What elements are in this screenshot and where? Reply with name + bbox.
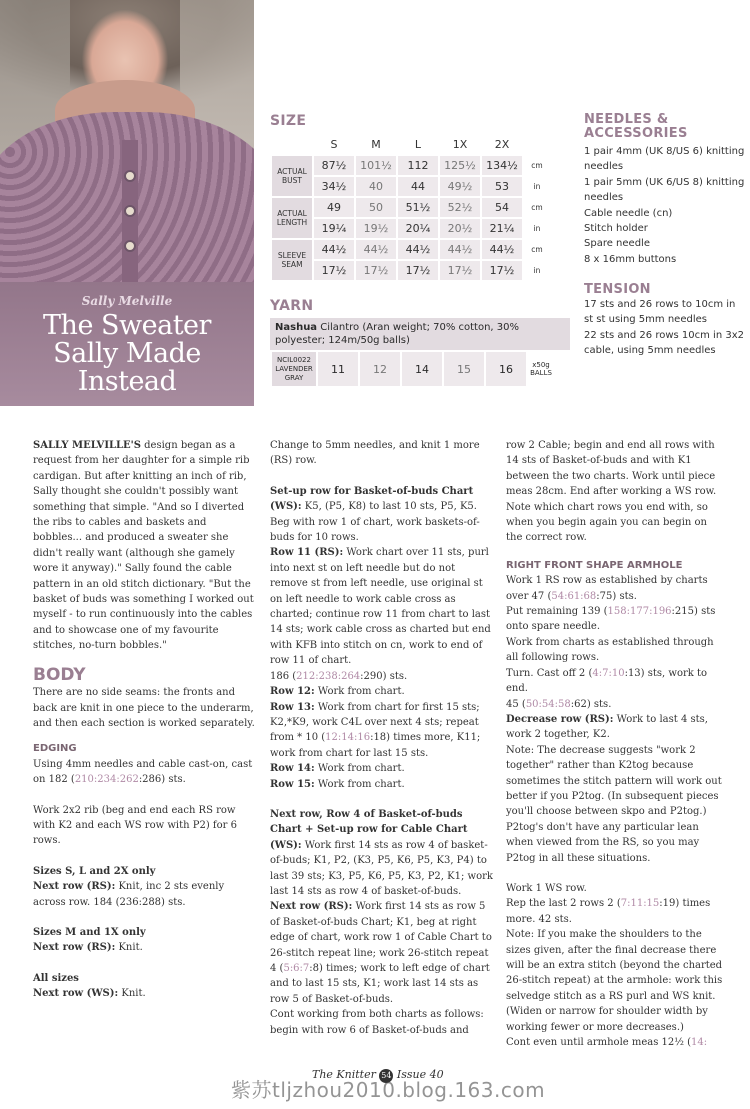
text-run: Using 4mm needles and cable cast-on, cast on 182 ( — [33, 758, 253, 786]
table-cell: 20½ — [440, 219, 480, 238]
needles-list — [584, 144, 746, 267]
highlight-run: 4:7:10 — [592, 667, 625, 679]
row-label: Row 15: — [270, 778, 315, 790]
table-row — [272, 240, 550, 259]
note: Note: The decrease suggests "work 2 together" rather than K2tog because sometimes the stitch pattern will work out better if you P2tog. (In subsequent pieces you'll choose between skpo and P2tog.) P2tog's don't have any particular lean when viewed from the RS, so you may P2tog in all these situations. — [506, 744, 722, 864]
text-run: Knit. — [118, 988, 146, 1000]
body-heading: BODY — [33, 664, 86, 685]
needles-block — [584, 113, 746, 267]
text-run: K5, (P5, K8) to last 10 sts, P5, K5. Beg with row 1 of chart, work baskets-of-buds for 10 rows. — [270, 501, 480, 544]
title-line: Sally Made — [53, 338, 201, 369]
tension-block — [584, 283, 746, 359]
armhole-heading: RIGHT FRONT SHAPE ARMHOLE — [506, 559, 683, 571]
unit-label: in — [533, 182, 541, 191]
instruction — [506, 604, 726, 635]
yarn-heading: YARN — [270, 298, 314, 314]
size-col: L — [414, 138, 422, 151]
list-item: 22 sts and 26 rows 10cm in 3x2 cable, using 5mm needles — [584, 329, 744, 357]
table-cell: 44 — [398, 177, 438, 196]
table-cell: 49½ — [440, 177, 480, 196]
text-run: :62) sts. — [570, 698, 612, 710]
row-label: Next row (RS): — [33, 881, 116, 893]
size-heading: SIZE — [270, 113, 307, 129]
instruction — [270, 807, 494, 899]
size-col: S — [330, 138, 338, 151]
edging-heading: EDGING — [33, 743, 77, 755]
table-cell: 53 — [482, 177, 522, 196]
unit-label: x50g BALLS — [530, 361, 552, 377]
row-label: Row 13: — [270, 701, 315, 713]
table-cell: 112 — [398, 156, 438, 175]
table-cell: 11 — [318, 352, 358, 386]
instruction — [270, 545, 494, 668]
text-run: :8) times; work to left edge of chart and to last 15 sts, K1; work last 14 sts as row 5 of Basket-of-buds. — [270, 963, 490, 1005]
text-run: :215) sts onto spare needle. — [506, 606, 716, 633]
table-cell: 17½ — [482, 261, 522, 280]
page-number: 54 — [379, 1069, 393, 1083]
row-label: Decrease row (RS): — [506, 713, 614, 725]
hero-photo — [0, 0, 254, 282]
table-cell: 19¼ — [314, 219, 354, 238]
instruction: row 2 Cable; begin and end all rows with 14 sts of Basket-of-buds and with K1 between the two charts. Work until piece meas 28cm. End after working a WS row. Note which chart rows you end with, so when you begin again you can begin on the correct row. — [506, 440, 717, 544]
highlight-run: 12:14:16 — [325, 732, 371, 744]
instruction — [506, 896, 726, 927]
unit-label: cm — [531, 245, 543, 254]
intro-text: design began as a request from her daughter for a simple rib cardigan. But after knitting an inch of rib, Sally thought she couldn't possibly want something that simple. "And so I diverted the ribs to cables and baskets and bobbles... and produced a sweater she didn't really want (although she gamely wore it anyway)." Sally found the cable pattern in an old stitch dictionary. "But the basket of buds was something I worked out myself - to run continuously into the cables and to showcase one of my favourite stitches, no-turn bobbles." — [33, 440, 254, 652]
sweater-button-icon — [124, 170, 136, 182]
instruction — [33, 879, 255, 910]
sub-label: Sizes M and 1X only — [33, 926, 146, 938]
sweater-button-icon — [124, 205, 136, 217]
table-cell: 125½ — [440, 156, 480, 175]
row-label: Next row (WS): — [33, 988, 119, 1000]
tension-heading: TENSION — [584, 282, 651, 297]
highlight-run: 7:11:15 — [620, 898, 660, 910]
column-3 — [506, 438, 726, 1050]
instruction — [270, 684, 494, 699]
table-cell: 20¼ — [398, 219, 438, 238]
text-run: :290) sts. — [360, 670, 408, 682]
article-title — [0, 312, 254, 396]
sub-label: Sizes S, L and 2X only — [33, 865, 156, 877]
text-run: Work 1 RS row as established by charts over 47 ( — [506, 575, 708, 602]
stitch-count — [506, 697, 726, 712]
size-table — [270, 133, 552, 282]
table-cell: 52½ — [440, 198, 480, 217]
text-run: :286) sts. — [138, 774, 186, 786]
table-cell: 101½ — [356, 156, 396, 175]
text-run: Work to last 4 sts, work 2 together, K2. — [506, 713, 708, 741]
list-item: 1 pair 5mm (UK 6/US 8) knitting needles — [584, 176, 745, 204]
author-name: Sally Melville — [81, 294, 173, 308]
table-cell: 50 — [356, 198, 396, 217]
table-cell: 14 — [402, 352, 442, 386]
sizes-heading — [33, 925, 255, 940]
list-item: Spare needle — [584, 238, 650, 250]
text-run: Put remaining 139 ( — [506, 606, 608, 618]
table-cell: 17½ — [398, 261, 438, 280]
row-label: Next row, Row 4 of Basket-of-buds Chart + Set-up row for Cable Chart (WS): — [270, 808, 468, 851]
table-cell: 21¼ — [482, 219, 522, 238]
unit-label: cm — [531, 203, 543, 212]
highlight-run: 5:6:7 — [283, 963, 310, 974]
table-row — [272, 261, 550, 280]
text-run: Work from chart. — [314, 778, 405, 790]
row-label: ACTUAL LENGTH — [272, 198, 312, 238]
list-item: 8 x 16mm buttons — [584, 253, 677, 265]
title-line: Instead — [77, 366, 177, 397]
row-label: Next row (RS): — [33, 942, 116, 954]
row-label: Row 14: — [270, 763, 315, 775]
instruction — [506, 573, 726, 604]
highlight-run: 54:61:68 — [551, 590, 597, 602]
edging-rib: Work 2x2 rib (beg and end each RS row with K2 and each WS row with P2) for 6 rows. — [33, 804, 237, 847]
yarn-table — [270, 350, 556, 388]
instruction: Work from charts as established through all following rows. — [506, 636, 714, 664]
edging-text — [33, 757, 255, 788]
table-row — [272, 219, 550, 238]
table-row — [272, 177, 550, 196]
highlight-run: 212:238:264 — [296, 670, 361, 682]
sizes-heading — [33, 864, 255, 879]
text-run: :18) times more, K11; work from chart for last 15 sts. — [270, 732, 481, 759]
magazine-name: The Knitter — [312, 1068, 376, 1081]
table-cell: 44½ — [356, 240, 396, 259]
instruction — [506, 712, 726, 743]
instruction — [33, 986, 255, 1001]
title-line: The Sweater — [43, 310, 211, 341]
table-row — [272, 198, 550, 217]
row-label: ACTUAL BUST — [272, 156, 312, 196]
text-run: Work from chart. — [314, 686, 405, 698]
instruction — [506, 1035, 726, 1050]
text-run: :75) sts. — [596, 590, 637, 602]
table-cell: 17½ — [440, 261, 480, 280]
title-panel — [0, 282, 254, 406]
list-item: Cable needle (cn) — [584, 207, 673, 219]
instruction — [270, 484, 494, 546]
row-label: SLEEVE SEAM — [272, 240, 312, 280]
intro-lead: SALLY MELVILLE'S — [33, 440, 141, 451]
table-cell: 49 — [314, 198, 354, 217]
text-run: Knit, inc 2 sts evenly across row. 184 (236:288) sts. — [33, 881, 225, 908]
column-1 — [33, 438, 255, 1002]
text-run: Work from chart for first 15 sts; K2,*K9, work C4L over next 4 sts; repeat from * 10 ( — [270, 701, 480, 744]
text-run: Work from chart. — [314, 763, 405, 775]
yarn-description — [270, 318, 570, 350]
size-col: 2X — [494, 138, 510, 151]
instruction — [270, 777, 494, 792]
table-cell: 54 — [482, 198, 522, 217]
instruction — [33, 940, 255, 955]
table-cell: 44½ — [482, 240, 522, 259]
instruction: Change to 5mm needles, and knit 1 more (RS) row. — [270, 440, 480, 467]
instruction — [270, 761, 494, 776]
column-2 — [270, 438, 494, 1038]
instruction — [506, 666, 726, 697]
instruction — [270, 899, 494, 1007]
sizes-heading — [33, 971, 255, 986]
table-cell: 12 — [360, 352, 400, 386]
table-cell: 51½ — [398, 198, 438, 217]
text-run: Work chart over 11 sts, purl into next st on left needle but do not remove st from left needle, use original st on left needle to work cable cross as charted; continue row 11 from chart to last 14 sts; work cable cross as charted but end with KFB into stitch on cn, work to end of row 11 of chart. — [270, 547, 491, 667]
body-text: There are no side seams: the fronts and back are knit in one piece to the underarm, and then each section is worked separately. — [33, 687, 255, 729]
sub-label: All sizes — [33, 972, 79, 984]
list-item: 1 pair 4mm (UK 8/US 6) knitting needles — [584, 146, 745, 173]
intro-paragraph — [33, 438, 255, 654]
table-cell: 87½ — [314, 156, 354, 175]
needles-heading: NEEDLES & ACCESSORIES — [584, 112, 688, 141]
table-cell: 17½ — [356, 261, 396, 280]
unit-label: cm — [531, 161, 543, 170]
text-run: Knit. — [115, 942, 143, 954]
row-label: Set-up row for Basket-of-buds Chart (WS): — [270, 485, 474, 513]
yarn-shade: NCIL0022 LAVENDER GRAY — [272, 352, 316, 386]
size-header-row — [272, 135, 550, 154]
text-run: :19) times more. 42 sts. — [506, 898, 711, 925]
table-cell: 15 — [444, 352, 484, 386]
table-row — [272, 352, 554, 386]
row-label: Next row (RS): — [270, 901, 353, 913]
table-cell: 16 — [486, 352, 526, 386]
instruction: Cont working from both charts as follows: begin with row 6 of Basket-of-buds and — [270, 1009, 484, 1036]
list-item: 17 sts and 26 rows to 10cm in st st using 5mm needles — [584, 299, 736, 326]
yarn-text: Cilantro (Aran weight; 70% cotton, 30% polyester; 124m/50g balls) — [275, 322, 520, 346]
text-run: 186 ( — [270, 670, 297, 682]
text-run: Turn. Cast off 2 ( — [506, 667, 593, 679]
text-run: Work first 14 sts as row 4 of basket-of-buds; K1, P2, (K3, P5, K6, P5, K3, P4) to last 39 sts; K3, P5, K6, P5, K3, P2, K1; work last 14 sts as row 4 of basket-of-buds. — [270, 839, 493, 897]
size-col: 1X — [452, 138, 468, 151]
table-cell: 34½ — [314, 177, 354, 196]
table-cell: 44½ — [314, 240, 354, 259]
highlight-run: 14: — [691, 1037, 708, 1049]
table-row — [272, 156, 550, 175]
text-run: :13) sts, work to end. — [506, 667, 708, 695]
text-run: Cont even until armhole meas 12½ ( — [506, 1037, 692, 1049]
size-col: M — [371, 138, 381, 151]
yarn-brand: Nashua — [275, 322, 318, 333]
unit-label: in — [533, 224, 541, 233]
stitch-count — [270, 669, 494, 684]
unit-label: in — [533, 266, 541, 275]
highlight-run: 210:234:262 — [74, 774, 139, 786]
table-cell: 19½ — [356, 219, 396, 238]
list-item: Stitch holder — [584, 223, 648, 235]
instruction: Work 1 WS row. — [506, 882, 587, 894]
highlight-run: 158:177:196 — [607, 606, 672, 618]
sweater-button-icon — [124, 240, 136, 252]
watermark: 紫苏tljzhou2010.blog.163.com — [231, 1078, 546, 1102]
table-cell: 134½ — [482, 156, 522, 175]
text-run: Work first 14 sts as row 5 of Basket-of-buds Chart; K1, beg at right edge of chart, work row 1 of Cable Chart to 26-stitch repeat line; work 26-stitch repeat 4 ( — [270, 901, 492, 974]
table-cell: 40 — [356, 177, 396, 196]
table-cell: 44½ — [440, 240, 480, 259]
table-cell: 44½ — [398, 240, 438, 259]
row-label: Row 12: — [270, 686, 315, 698]
text-run: 45 ( — [506, 698, 526, 710]
table-cell: 17½ — [314, 261, 354, 280]
issue-label: Issue 40 — [396, 1068, 444, 1081]
text-run: Rep the last 2 rows 2 ( — [506, 898, 621, 910]
highlight-run: 50:54:58 — [525, 698, 571, 710]
instruction — [270, 700, 494, 762]
note: Note: If you make the shoulders to the sizes given, after the final decrease there will be an extra stitch (beyond the charted 26-stitch repeat) at the armhole: work this selvedge stitch as a RS purl and WS knit. (Widen or narrow for shoulder width by working fewer or more decreases.) — [506, 929, 723, 1033]
row-label: Row 11 (RS): — [270, 547, 344, 559]
